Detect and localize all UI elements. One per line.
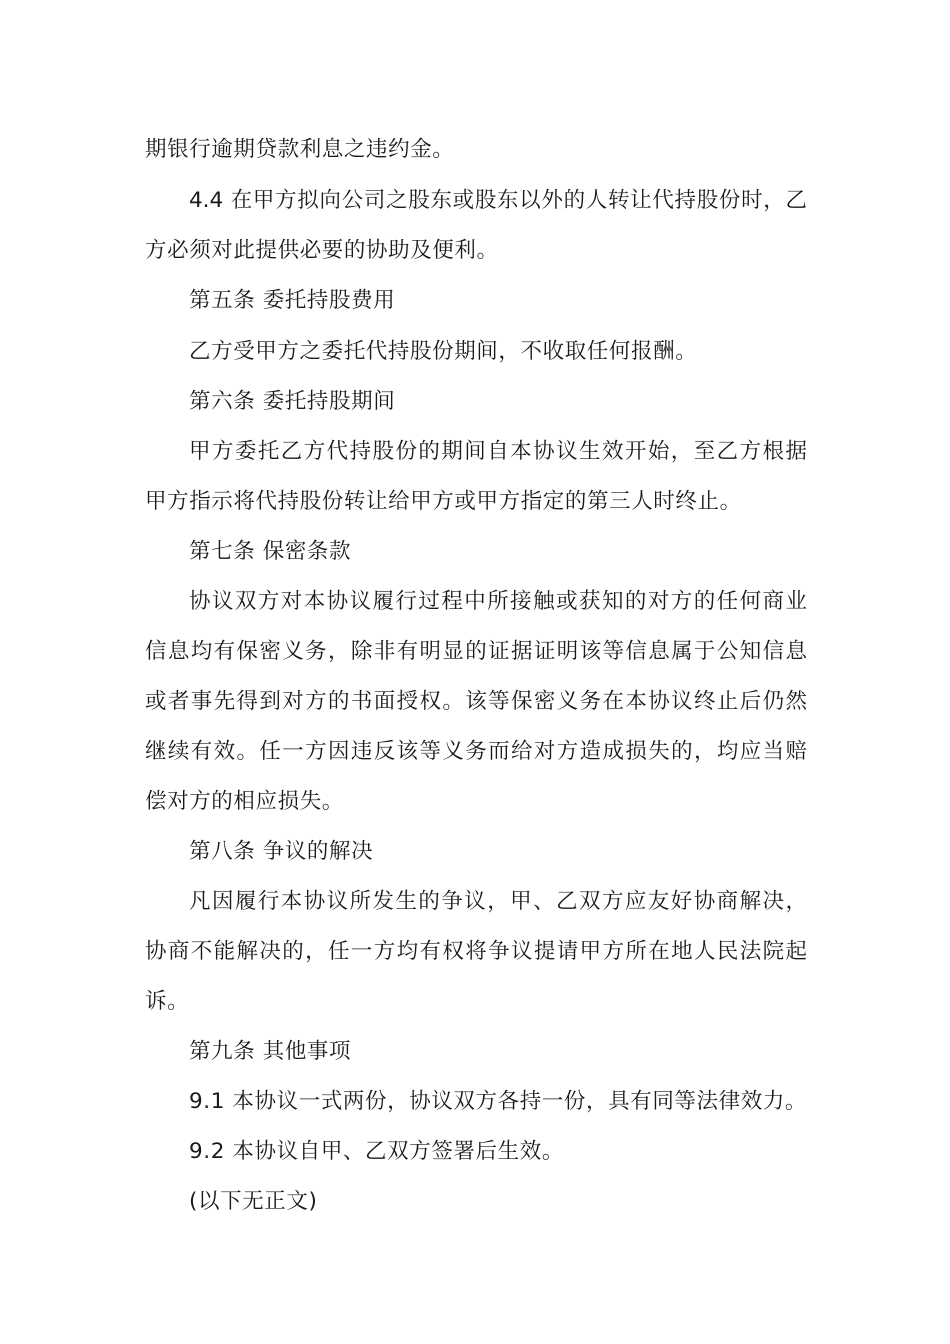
paragraph-line: 凡因履行本协议所发生的争议，甲、乙双方应友好协商解决， [189,889,807,914]
paragraph-line: 继续有效。任一方因违反该等义务而给对方造成损失的，均应当赔 [145,739,807,764]
paragraph-line: 协议双方对本协议履行过程中所接触或获知的对方的任何商业 [189,589,807,614]
section-heading: 第五条 委托持股费用 [189,288,396,313]
closing-note: (以下无正文) [189,1189,318,1214]
section-heading: 第八条 争议的解决 [189,839,374,864]
paragraph-line: 期银行逾期贷款利息之违约金。 [145,137,455,162]
section-heading: 第六条 委托持股期间 [189,389,396,414]
paragraph-line: 甲方指示将代持股份转让给甲方或甲方指定的第三人时终止。 [145,489,742,514]
paragraph-line: 甲方委托乙方代持股份的期间自本协议生效开始，至乙方根据 [189,439,807,464]
paragraph-line: 9.2 本协议自甲、乙双方签署后生效。 [189,1139,564,1164]
paragraph-line: 9.1 本协议一式两份，协议双方各持一份，具有同等法律效力。 [189,1089,808,1114]
paragraph-line: 或者事先得到对方的书面授权。该等保密义务在本协议终止后仍然 [145,689,807,714]
paragraph-line: 乙方受甲方之委托代持股份期间，不收取任何报酬。 [189,339,698,364]
paragraph-line: 信息均有保密义务，除非有明显的证据证明该等信息属于公知信息 [145,639,807,664]
paragraph-line: 协商不能解决的，任一方均有权将争议提请甲方所在地人民法院起 [145,939,807,964]
paragraph-line: 4.4 在甲方拟向公司之股东或股东以外的人转让代持股份时，乙 [189,188,807,213]
section-heading: 第七条 保密条款 [189,539,352,564]
paragraph-line: 诉。 [145,989,190,1014]
section-heading: 第九条 其他事项 [189,1039,352,1064]
paragraph-line: 偿对方的相应损失。 [145,789,344,814]
paragraph-line: 方必须对此提供必要的协助及便利。 [145,238,499,263]
